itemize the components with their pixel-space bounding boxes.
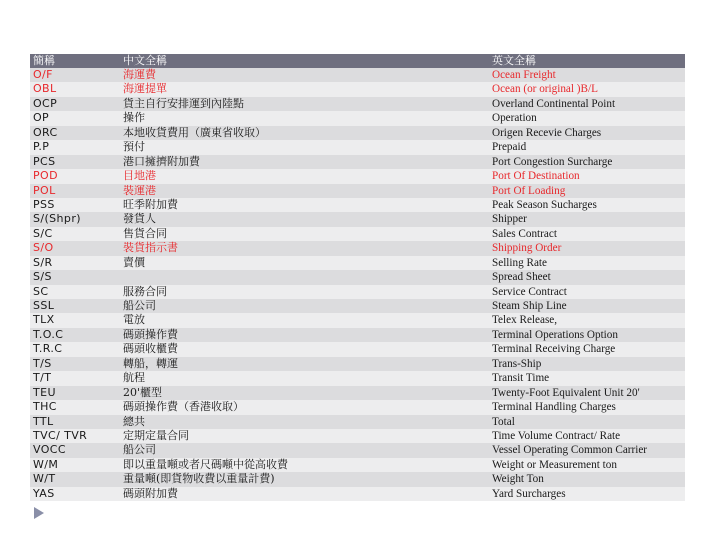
chinese-name-cell: 轉船，轉運 [123,356,178,370]
english-name-cell: Ocean Freight [492,69,556,81]
abbreviation-cell: TLX [33,313,55,327]
abbreviation-cell: S/S [33,270,52,284]
chinese-name-cell: 碼頭附加費 [123,486,178,500]
english-name-cell: Weight Ton [492,473,544,486]
chinese-name-cell: 海運費 [123,68,156,81]
table-row [30,140,685,154]
chinese-name-cell: 總共 [123,414,145,428]
english-name-cell: Port Of Destination [492,170,580,183]
table-row [30,68,685,82]
chinese-name-cell: 定期定量合同 [123,428,189,442]
english-name-cell: Yard Surcharges [492,487,566,500]
table-row [30,270,685,284]
abbreviation-cell: PCS [33,154,56,168]
table-row [30,415,685,429]
english-name-cell: Operation [492,112,537,125]
abbreviation-cell: TVC/ TVR [33,428,88,442]
table-row [30,443,685,457]
abbreviation-cell: TTL [33,414,54,428]
english-name-cell: Steam Ship Line [492,300,567,312]
abbreviation-cell: O/F [33,68,53,81]
english-name-cell: Origen Recevie Charges [492,126,602,139]
abbreviation-cell: S/C [33,226,53,240]
abbreviation-cell: ORC [33,125,58,139]
table-row [30,313,685,327]
chinese-name-cell: 即以重量噸或者尺碼噸中從高收費 [123,457,288,471]
header-chinese-name: 中文全稱 [123,54,167,67]
chinese-name-cell: 預付 [123,140,145,154]
english-name-cell: Terminal Operations Option [492,328,618,341]
english-name-cell: Prepaid [492,141,527,154]
header-english-name: 英文全稱 [492,54,536,67]
table-row [30,371,685,385]
table-row [30,299,685,313]
abbreviation-cell: S/R [33,255,53,269]
abbreviation-cell: PSS [33,197,55,211]
chinese-name-cell: 售貨合同 [123,226,167,240]
chinese-name-cell: 碼頭操作費 [123,327,178,341]
table-row [30,256,685,270]
abbreviation-cell: S/(Shpr) [33,212,81,226]
table-row [30,400,685,414]
table-row [30,184,685,198]
abbreviation-cell: VOCC [33,443,66,457]
chinese-name-cell: 賣價 [123,255,145,269]
abbreviation-cell: T/S [33,356,52,370]
table-row [30,328,685,342]
english-name-cell: Total [492,415,515,428]
abbreviation-cell: T.O.C [33,327,64,341]
abbreviation-cell: W/M [33,457,59,471]
chinese-name-cell: 服務合同 [123,284,167,298]
english-name-cell: Shipping Order [492,242,562,255]
chinese-name-cell: 操作 [123,111,145,125]
table-body [30,68,685,501]
english-name-cell: Service Contract [492,285,567,298]
english-name-cell: Shipper [492,213,527,226]
english-name-cell: Spread Sheet [492,271,551,284]
table-row [30,472,685,486]
table-row [30,126,685,140]
chinese-name-cell: 20'櫃型 [123,385,163,399]
table-row [30,155,685,169]
abbreviation-cell: S/O [33,241,54,255]
chinese-name-cell: 裝貨指示書 [123,241,178,255]
english-name-cell: Selling Rate [492,256,547,269]
table-row [30,386,685,400]
english-name-cell: Terminal Receiving Charge [492,343,616,356]
chinese-name-cell: 旺季附加費 [123,197,178,211]
abbreviation-cell: SC [33,284,49,298]
table-row [30,97,685,111]
chinese-name-cell: 貨主自行安排運到內陸點 [123,96,244,110]
table-header [30,54,685,68]
table-row [30,357,685,371]
english-name-cell: Time Volume Contract/ Rate [492,429,621,442]
table-row [30,227,685,241]
abbreviation-cell: T.R.C [33,342,63,356]
english-name-cell: Port Congestion Surcharge [492,155,613,168]
chinese-name-cell: 碼頭收櫃費 [123,342,178,356]
abbreviation-table [30,54,685,501]
english-name-cell: Vessel Operating Common Carrier [492,444,648,457]
chinese-name-cell: 碼頭操作費（香港收取） [123,400,244,414]
table-row [30,198,685,212]
table-row [30,487,685,501]
table-row [30,82,685,96]
header-abbreviation: 簡稱 [33,54,55,67]
abbreviation-cell: POL [33,183,56,197]
chinese-name-cell: 電放 [123,313,145,327]
abbreviation-cell: OP [33,111,50,125]
english-name-cell: Ocean (or original )B/L [492,83,598,96]
abbreviation-cell: POD [33,169,58,183]
chinese-name-cell: 海運提單 [123,82,167,96]
english-name-cell: Transit Time [492,372,550,385]
abbreviation-cell: OCP [33,96,58,110]
english-name-cell: Trans-Ship [492,357,542,370]
chinese-name-cell: 航程 [123,371,145,385]
abbreviation-cell: THC [33,400,57,414]
chinese-name-cell: 船公司 [123,299,156,312]
english-name-cell: Twenty-Foot Equivalent Unit 20' [492,386,640,399]
table-row [30,458,685,472]
abbreviation-cell: TEU [33,385,56,399]
table-row [30,285,685,299]
chinese-name-cell: 船公司 [123,443,156,457]
chinese-name-cell: 裝運港 [123,183,156,197]
chinese-name-cell: 本地收貨費用（廣東省收取） [123,125,266,139]
english-name-cell: Telex Release, [492,314,558,327]
table-row [30,111,685,125]
table-row [30,429,685,443]
abbreviation-cell: SSL [33,299,55,312]
abbreviation-cell: P.P [33,140,50,154]
chinese-name-cell: 重量噸(即貨物收費以重量計費) [123,472,275,486]
english-name-cell: Peak Season Sucharges [492,198,597,211]
english-name-cell: Port Of Loading [492,184,566,197]
english-name-cell: Weight or Measurement ton [492,458,617,471]
abbreviation-cell: YAS [33,486,55,500]
english-name-cell: Overland Continental Point [492,97,616,110]
abbreviation-cell: OBL [33,82,57,96]
abbreviation-cell: W/T [33,472,56,486]
table-row [30,342,685,356]
chinese-name-cell: 發貨人 [123,212,156,226]
abbreviation-cell: T/T [33,371,52,385]
table-row [30,212,685,226]
table-row [30,169,685,183]
english-name-cell: Terminal Handling Charges [492,401,616,414]
english-name-cell: Sales Contract [492,227,557,240]
chinese-name-cell: 目地港 [123,169,156,183]
chinese-name-cell: 港口擁擠附加費 [123,154,200,168]
triangle-bullet-icon [34,507,44,519]
table-row [30,241,685,255]
